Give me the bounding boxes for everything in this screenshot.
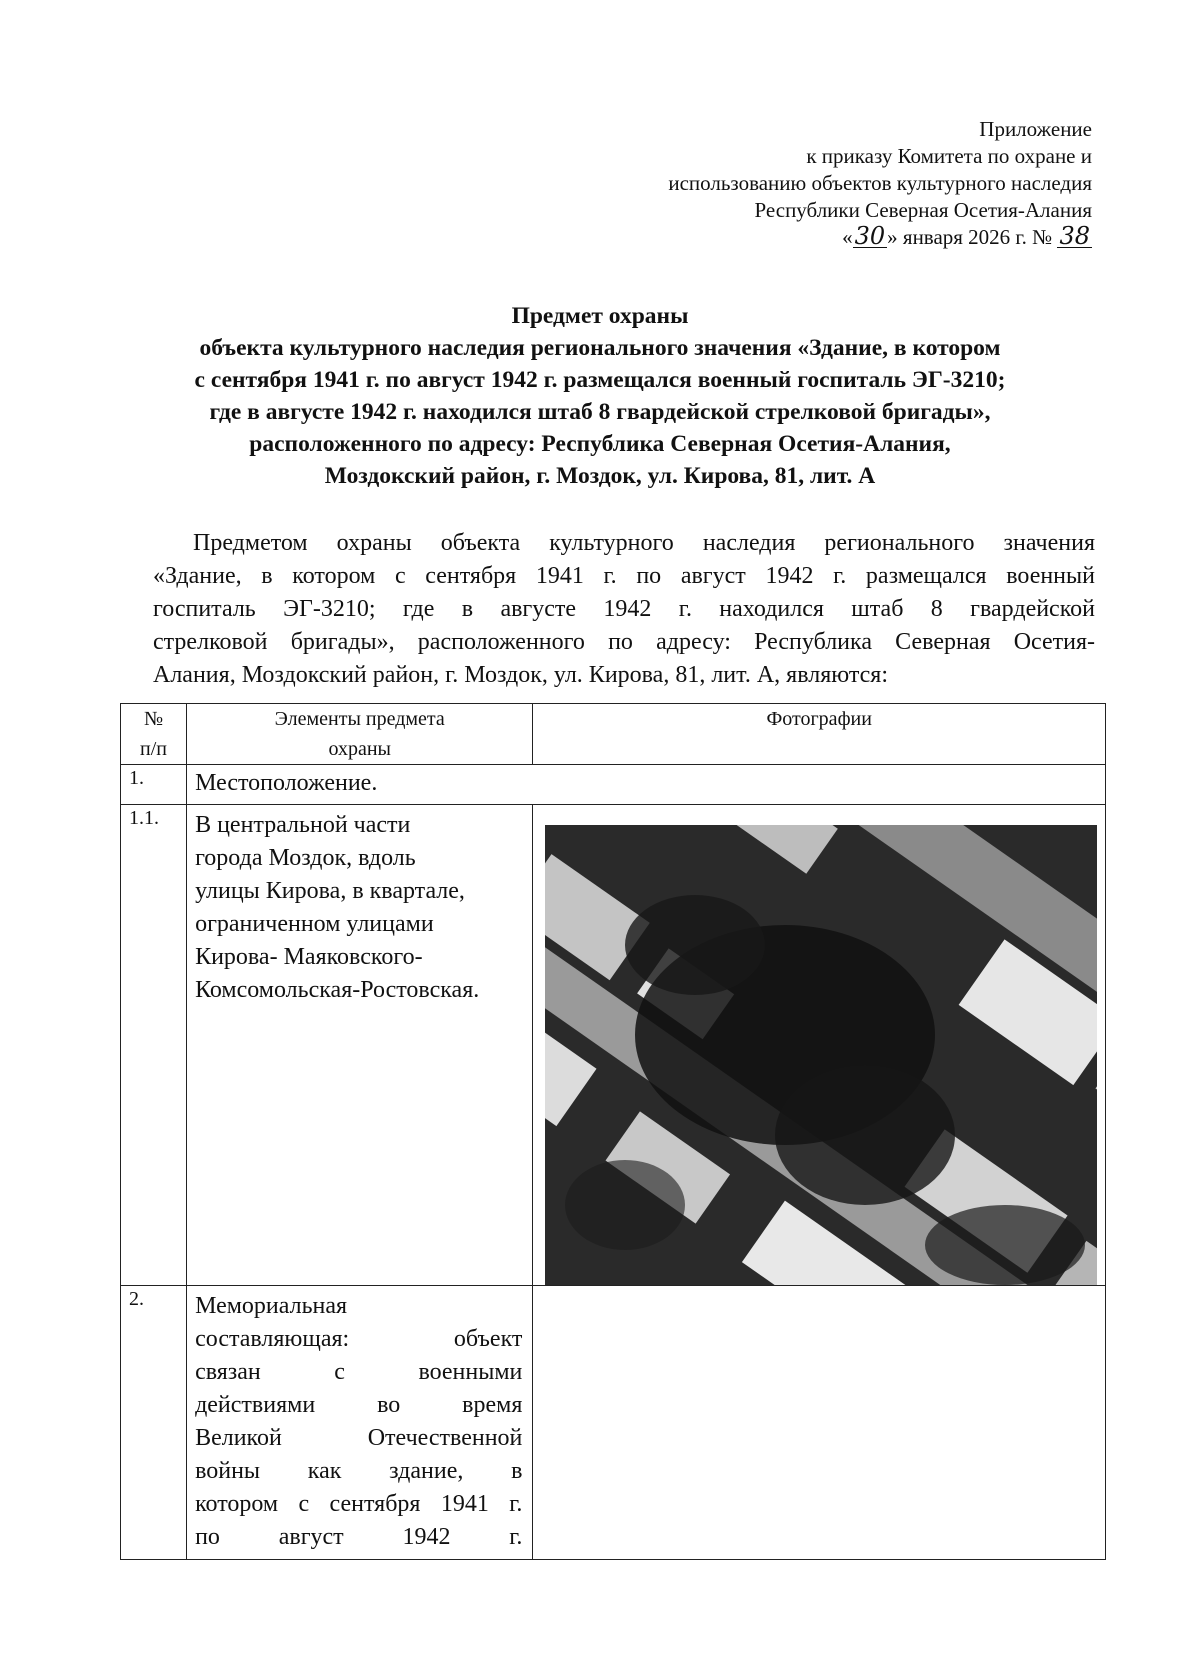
row-text: Местоположение. bbox=[187, 765, 1106, 805]
row-text-line: Мемориальная bbox=[195, 1293, 348, 1319]
header-num-line1: № bbox=[143, 708, 164, 730]
row-text-line: Великой Отечественной bbox=[195, 1425, 523, 1451]
document-title bbox=[120, 300, 1080, 492]
appendix-date-line bbox=[668, 224, 1092, 251]
date-open-quote: « bbox=[842, 225, 853, 249]
intro-paragraph bbox=[153, 527, 1095, 692]
title-line: где в августе 1942 г. находился штаб 8 гвардейской стрелковой бригады», bbox=[209, 399, 991, 425]
intro-line: госпиталь ЭГ-3210; где в августе 1942 г. находился штаб 8 гвардейской bbox=[153, 596, 1095, 622]
header-num bbox=[121, 704, 187, 765]
appendix-line: Республики Северная Осетия-Алания bbox=[754, 198, 1092, 222]
row-text-line: ограниченном улицами bbox=[195, 911, 434, 937]
row-text-line: составляющая: объект bbox=[195, 1326, 523, 1352]
date-month-year: » января 2026 г. № bbox=[887, 225, 1053, 249]
row-text-line: войны как здание, в bbox=[195, 1458, 523, 1484]
intro-line: Предметом охраны объекта культурного наследия регионального значения bbox=[193, 530, 1095, 556]
table-row bbox=[121, 765, 1106, 805]
title-line: Моздокский район, г. Моздок, ул. Кирова, 81, лит. А bbox=[324, 463, 876, 489]
photo-cell-empty bbox=[533, 1286, 1106, 1560]
row-num: 1. bbox=[121, 765, 187, 805]
header-photos: Фотографии bbox=[533, 704, 1106, 765]
aerial-photo-icon bbox=[545, 825, 1097, 1285]
row-text-line: города Моздок, вдоль bbox=[195, 845, 416, 871]
row-num: 2. bbox=[121, 1286, 187, 1560]
protection-table bbox=[120, 703, 1106, 1560]
appendix-line: к приказу Комитета по охране и bbox=[806, 144, 1092, 168]
row-text-line: Комсомольская-Ростовская. bbox=[195, 977, 480, 1003]
row-text-line: действиями во время bbox=[195, 1392, 523, 1418]
header-num-line2: п/п bbox=[140, 738, 168, 760]
appendix-block bbox=[668, 116, 1092, 251]
row-text-line: котором с сентября 1941 г. bbox=[195, 1491, 523, 1517]
title-line: расположенного по адресу: Республика Северная Осетия-Алания, bbox=[249, 431, 951, 457]
row-text-line: Кирова- Маяковского- bbox=[195, 944, 423, 970]
title-line: Предмет охраны bbox=[511, 303, 689, 329]
row-text-line: улицы Кирова, в квартале, bbox=[195, 878, 465, 904]
appendix-line: Приложение bbox=[979, 117, 1092, 141]
intro-line: Алания, Моздокский район, г. Моздок, ул. Кирова, 81, лит. А, являются: bbox=[153, 662, 888, 688]
row-text bbox=[187, 805, 533, 1286]
date-day-handwritten: 30 bbox=[854, 222, 886, 250]
intro-line: «Здание, в котором с сентября 1941 г. по август 1942 г. размещался военный bbox=[153, 563, 1095, 589]
row-num: 1.1. bbox=[121, 805, 187, 1286]
order-number-handwritten: 38 bbox=[1059, 222, 1090, 250]
table-header-row bbox=[121, 704, 1106, 765]
row-text-line: по август 1942 г. bbox=[195, 1524, 523, 1550]
header-elements bbox=[187, 704, 533, 765]
table-row bbox=[121, 805, 1106, 1286]
row-text-line: связан с военными bbox=[195, 1359, 523, 1385]
title-line: с сентября 1941 г. по август 1942 г. размещался военный госпиталь ЭГ-3210; bbox=[194, 367, 1006, 393]
appendix-line: использованию объектов культурного наследия bbox=[668, 171, 1092, 195]
intro-line: стрелковой бригады», расположенного по адресу: Республика Северная Осетия- bbox=[153, 629, 1095, 655]
header-elements-line2: охраны bbox=[328, 738, 391, 760]
photo-cell bbox=[533, 805, 1106, 1286]
row-text-line: В центральной части bbox=[195, 812, 411, 838]
table-row bbox=[121, 1286, 1106, 1560]
row-text bbox=[187, 1286, 533, 1560]
header-elements-line1: Элементы предмета bbox=[274, 708, 445, 730]
title-line: объекта культурного наследия регионального значения «Здание, в котором bbox=[199, 335, 1001, 361]
